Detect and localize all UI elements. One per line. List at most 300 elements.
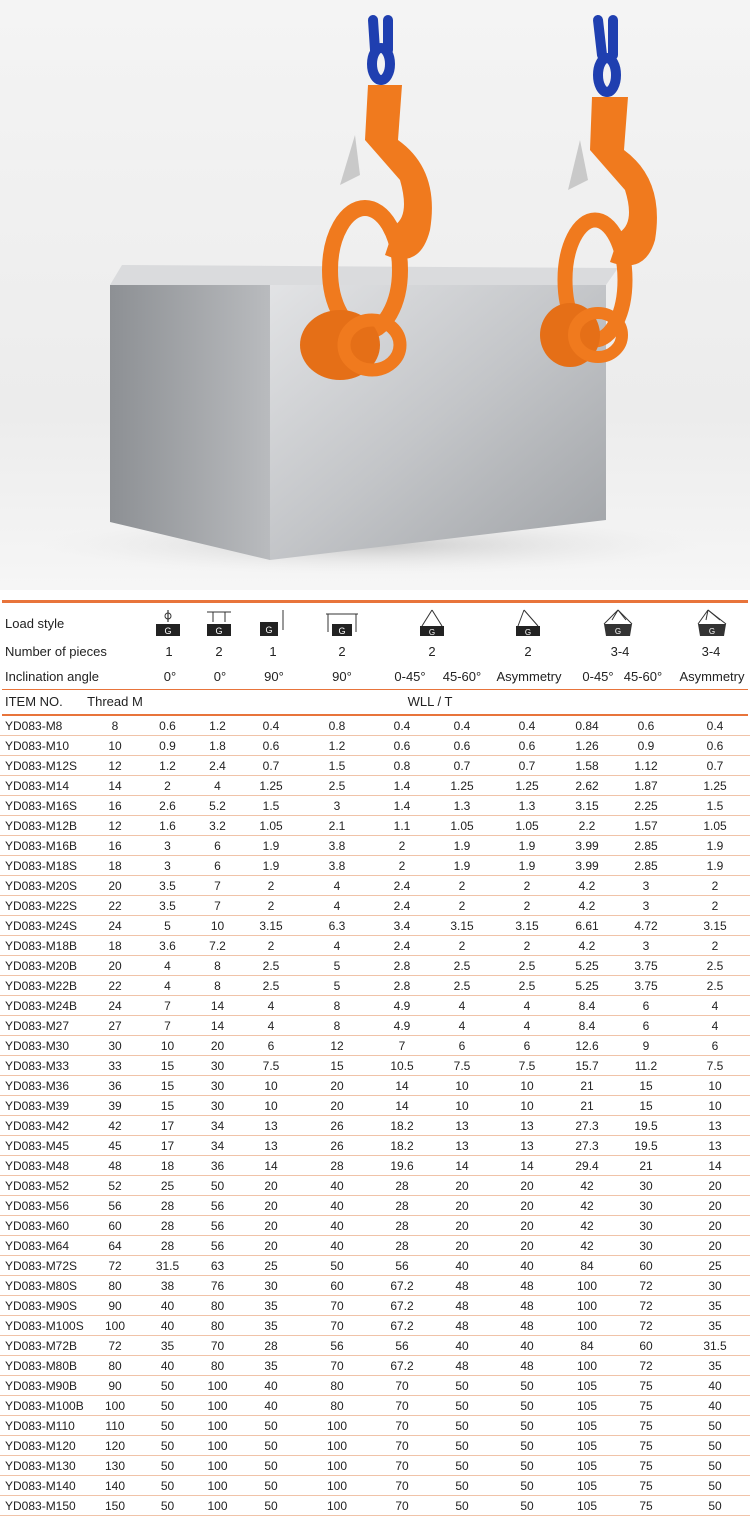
pieces-cell: 1 xyxy=(269,644,277,659)
table-row xyxy=(0,1476,750,1496)
wll-cell: 50 xyxy=(492,1376,562,1396)
wll-cell: 8.4 xyxy=(562,1016,612,1036)
column-header-row xyxy=(0,694,750,714)
table-row xyxy=(0,756,750,776)
wll-cell: 40 xyxy=(680,1396,750,1416)
wll-cell: 25 xyxy=(680,1256,750,1276)
thread-cell: 24 xyxy=(90,916,140,936)
wll-cell: 3 xyxy=(302,796,372,816)
wll-cell: 1.8 xyxy=(195,736,240,756)
wll-cell: 84 xyxy=(562,1336,612,1356)
wll-cell: 2 xyxy=(372,836,432,856)
wll-cell: 105 xyxy=(562,1496,612,1516)
wll-cell: 40 xyxy=(302,1236,372,1256)
wll-cell: 2.25 xyxy=(612,796,680,816)
table-row xyxy=(0,1336,750,1356)
table-row xyxy=(0,1116,750,1136)
wll-cell: 4 xyxy=(195,776,240,796)
item-no-cell: YD083-M20S xyxy=(0,876,90,896)
wll-cell: 2.85 xyxy=(612,836,680,856)
wll-cell: 50 xyxy=(432,1456,492,1476)
wll-cell: 80 xyxy=(195,1316,240,1336)
wll-cell: 13 xyxy=(492,1116,562,1136)
wll-cell: 2.5 xyxy=(680,976,750,996)
wll-cell: 10 xyxy=(680,1096,750,1116)
wll-cell: 0.9 xyxy=(140,736,195,756)
wll-cell: 6 xyxy=(612,1016,680,1036)
wll-cell: 100 xyxy=(562,1356,612,1376)
table-row xyxy=(0,816,750,836)
wll-cell: 48 xyxy=(432,1296,492,1316)
wll-cell: 15.7 xyxy=(562,1056,612,1076)
wll-cell: 12 xyxy=(302,1036,372,1056)
wll-cell: 6 xyxy=(680,1036,750,1056)
wll-cell: 50 xyxy=(432,1396,492,1416)
wll-cell: 2.5 xyxy=(680,956,750,976)
table-row xyxy=(0,1236,750,1256)
table-row xyxy=(0,836,750,856)
item-no-cell: YD083-M120 xyxy=(0,1436,90,1456)
item-no-cell: YD083-M12B xyxy=(0,816,90,836)
item-no-cell: YD083-M64 xyxy=(0,1236,90,1256)
table-row xyxy=(0,1096,750,1116)
wll-cell: 80 xyxy=(195,1356,240,1376)
wll-cell: 0.4 xyxy=(432,716,492,736)
thread-cell: 12 xyxy=(90,756,140,776)
wll-cell: 30 xyxy=(612,1176,680,1196)
wll-cell: 35 xyxy=(680,1316,750,1336)
wll-cell: 67.2 xyxy=(372,1276,432,1296)
wll-cell: 50 xyxy=(140,1376,195,1396)
wll-cell: 27.3 xyxy=(562,1116,612,1136)
wll-cell: 7 xyxy=(195,896,240,916)
item-no-cell: YD083-M150 xyxy=(0,1496,90,1516)
two-leg-sling-icon xyxy=(416,608,448,640)
wll-cell: 1.9 xyxy=(432,856,492,876)
product-photo xyxy=(0,0,750,590)
svg-text:G: G xyxy=(215,626,223,636)
wll-cell: 3.6 xyxy=(140,936,195,956)
wll-cell: 20 xyxy=(680,1176,750,1196)
item-no-cell: YD083-M90B xyxy=(0,1376,90,1396)
wll-cell: 70 xyxy=(372,1436,432,1456)
table-row xyxy=(0,916,750,936)
table-row xyxy=(0,1016,750,1036)
pieces-cell: 3-4 xyxy=(701,644,721,659)
wll-cell: 2.5 xyxy=(240,976,302,996)
wll-cell: 6 xyxy=(195,856,240,876)
wll-cell: 50 xyxy=(140,1476,195,1496)
thread-cell: 80 xyxy=(90,1276,140,1296)
wll-cell: 70 xyxy=(372,1476,432,1496)
wll-cell: 70 xyxy=(372,1456,432,1476)
table-row xyxy=(0,1416,750,1436)
wll-cell: 56 xyxy=(372,1336,432,1356)
table-row xyxy=(0,956,750,976)
wll-cell: 3.75 xyxy=(612,976,680,996)
wll-cell: 1.05 xyxy=(492,816,562,836)
wll-cell: 1.9 xyxy=(680,856,750,876)
table-row xyxy=(0,1076,750,1096)
table-row xyxy=(0,736,750,756)
wll-cell: 26 xyxy=(302,1116,372,1136)
wll-cell: 72 xyxy=(612,1316,680,1336)
angle-cell: 0° xyxy=(213,669,227,684)
wll-cell: 100 xyxy=(195,1496,240,1516)
wll-cell: 1.5 xyxy=(680,796,750,816)
wll-cell: 67.2 xyxy=(372,1316,432,1336)
wll-cell: 40 xyxy=(492,1336,562,1356)
wll-cell: 0.4 xyxy=(240,716,302,736)
item-no-cell: YD083-M20B xyxy=(0,956,90,976)
wll-cell: 19.6 xyxy=(372,1156,432,1176)
wll-cell: 2 xyxy=(240,876,302,896)
wll-cell: 1.2 xyxy=(302,736,372,756)
wll-cell: 75 xyxy=(612,1436,680,1456)
thread-cell: 90 xyxy=(90,1376,140,1396)
wll-cell: 1.9 xyxy=(240,856,302,876)
wll-cell: 7 xyxy=(195,876,240,896)
wll-cell: 105 xyxy=(562,1456,612,1476)
wll-cell: 2.4 xyxy=(195,756,240,776)
thread-cell: 39 xyxy=(90,1096,140,1116)
wll-cell: 1.4 xyxy=(372,796,432,816)
wll-cell: 3 xyxy=(612,876,680,896)
wll-cell: 3 xyxy=(612,936,680,956)
wll-cell: 4 xyxy=(302,896,372,916)
wll-cell: 4.2 xyxy=(562,936,612,956)
thread-cell: 20 xyxy=(90,876,140,896)
wll-cell: 2.5 xyxy=(432,956,492,976)
wll-cell: 4 xyxy=(140,976,195,996)
item-no-cell: YD083-M16B xyxy=(0,836,90,856)
wll-cell: 4.2 xyxy=(562,896,612,916)
wll-cell: 42 xyxy=(562,1236,612,1256)
wll-cell: 1.9 xyxy=(680,836,750,856)
wll-cell: 30 xyxy=(612,1216,680,1236)
wll-cell: 0.6 xyxy=(492,736,562,756)
pieces-label: Number of pieces xyxy=(5,644,107,659)
wll-cell: 10 xyxy=(195,916,240,936)
wll-cell: 8 xyxy=(195,976,240,996)
wll-cell: 1.5 xyxy=(302,756,372,776)
wll-cell: 40 xyxy=(432,1336,492,1356)
wll-cell: 1.3 xyxy=(432,796,492,816)
wll-cell: 3.5 xyxy=(140,876,195,896)
wll-cell: 1.3 xyxy=(492,796,562,816)
wll-cell: 1.05 xyxy=(680,816,750,836)
table-row xyxy=(0,1296,750,1316)
wll-cell: 1.4 xyxy=(372,776,432,796)
wll-cell: 50 xyxy=(240,1496,302,1516)
wll-cell: 20 xyxy=(492,1196,562,1216)
thread-cell: 52 xyxy=(90,1176,140,1196)
wll-cell: 7.5 xyxy=(680,1056,750,1076)
thread-cell: 56 xyxy=(90,1196,140,1216)
wll-cell: 3 xyxy=(140,856,195,876)
wll-cell: 21 xyxy=(562,1076,612,1096)
wll-cell: 0.8 xyxy=(372,756,432,776)
wll-cell: 4.9 xyxy=(372,996,432,1016)
wll-cell: 40 xyxy=(680,1376,750,1396)
thread-cell: 110 xyxy=(90,1416,140,1436)
wll-cell: 56 xyxy=(372,1256,432,1276)
table-row xyxy=(0,1376,750,1396)
item-no-cell: YD083-M42 xyxy=(0,1116,90,1136)
wll-cell: 15 xyxy=(612,1096,680,1116)
wll-cell: 3 xyxy=(612,896,680,916)
wll-cell: 75 xyxy=(612,1476,680,1496)
wll-cell: 13 xyxy=(432,1116,492,1136)
wll-cell: 1.05 xyxy=(432,816,492,836)
wll-cell: 3.8 xyxy=(302,856,372,876)
wll-cell: 30 xyxy=(195,1076,240,1096)
wll-cell: 1.58 xyxy=(562,756,612,776)
wll-cell: 19.5 xyxy=(612,1136,680,1156)
wll-cell: 50 xyxy=(140,1436,195,1456)
wll-cell: 6 xyxy=(240,1036,302,1056)
wll-cell: 10 xyxy=(492,1096,562,1116)
wll-cell: 15 xyxy=(302,1056,372,1076)
wll-cell: 2 xyxy=(372,856,432,876)
wll-cell: 2.4 xyxy=(372,896,432,916)
wll-cell: 3 xyxy=(140,836,195,856)
table-row xyxy=(0,996,750,1016)
wll-cell: 6 xyxy=(432,1036,492,1056)
wll-cell: 2 xyxy=(492,896,562,916)
item-no-cell: YD083-M80B xyxy=(0,1356,90,1376)
wll-cell: 3.2 xyxy=(195,816,240,836)
wll-cell: 35 xyxy=(240,1316,302,1336)
wll-cell: 50 xyxy=(492,1496,562,1516)
wll-cell: 40 xyxy=(302,1176,372,1196)
wll-cell: 30 xyxy=(612,1236,680,1256)
wll-cell: 1.9 xyxy=(432,836,492,856)
wll-cell: 8 xyxy=(302,1016,372,1036)
wll-cell: 13 xyxy=(240,1136,302,1156)
item-no-cell: YD083-M56 xyxy=(0,1196,90,1216)
wll-cell: 35 xyxy=(680,1356,750,1376)
wll-cell: 6 xyxy=(492,1036,562,1056)
wll-cell: 100 xyxy=(562,1276,612,1296)
wll-cell: 10 xyxy=(680,1076,750,1096)
wll-cell: 3.15 xyxy=(562,796,612,816)
wll-cell: 5 xyxy=(302,956,372,976)
wll-cell: 36 xyxy=(195,1156,240,1176)
wll-cell: 4 xyxy=(492,1016,562,1036)
wll-cell: 50 xyxy=(195,1176,240,1196)
wll-cell: 0.7 xyxy=(492,756,562,776)
asymmetric-four-leg-icon xyxy=(694,608,730,640)
wll-cell: 4 xyxy=(240,1016,302,1036)
wll-cell: 70 xyxy=(195,1336,240,1356)
wll-cell: 35 xyxy=(140,1336,195,1356)
wll-cell: 5.25 xyxy=(562,956,612,976)
wll-cell: 50 xyxy=(432,1376,492,1396)
wll-cell: 50 xyxy=(140,1396,195,1416)
vertical-single-icon xyxy=(152,608,184,640)
wll-cell: 2.5 xyxy=(432,976,492,996)
thread-cell: 80 xyxy=(90,1356,140,1376)
svg-text:G: G xyxy=(708,627,716,636)
angle-cell: 0° xyxy=(163,669,177,684)
wll-cell: 20 xyxy=(492,1176,562,1196)
angle-row xyxy=(0,669,750,689)
wll-cell: 2.1 xyxy=(302,816,372,836)
wll-cell: 31.5 xyxy=(680,1336,750,1356)
wll-cell: 20 xyxy=(302,1076,372,1096)
wll-cell: 50 xyxy=(140,1456,195,1476)
wll-cell: 10 xyxy=(432,1096,492,1116)
wll-cell: 18.2 xyxy=(372,1136,432,1156)
item-no-cell: YD083-M22B xyxy=(0,976,90,996)
wll-cell: 2.2 xyxy=(562,816,612,836)
wll-cell: 3.99 xyxy=(562,856,612,876)
wll-cell: 80 xyxy=(302,1376,372,1396)
thread-cell: 64 xyxy=(90,1236,140,1256)
wll-cell: 50 xyxy=(432,1436,492,1456)
wll-cell: 4 xyxy=(492,996,562,1016)
wll-cell: 1.87 xyxy=(612,776,680,796)
wll-cell: 7.2 xyxy=(195,936,240,956)
thread-cell: 140 xyxy=(90,1476,140,1496)
wll-cell: 34 xyxy=(195,1136,240,1156)
wll-cell: 12.6 xyxy=(562,1036,612,1056)
wll-cell: 13 xyxy=(492,1136,562,1156)
wll-cell: 25 xyxy=(140,1176,195,1196)
wll-cell: 4.72 xyxy=(612,916,680,936)
thread-cell: 12 xyxy=(90,816,140,836)
wll-cell: 0.4 xyxy=(372,716,432,736)
wll-cell: 75 xyxy=(612,1396,680,1416)
wll-cell: 75 xyxy=(612,1376,680,1396)
wll-cell: 18.2 xyxy=(372,1116,432,1136)
table-row xyxy=(0,776,750,796)
table-row xyxy=(0,1496,750,1516)
wll-cell: 4 xyxy=(680,996,750,1016)
wll-cell: 1.05 xyxy=(240,816,302,836)
wll-cell: 10 xyxy=(140,1036,195,1056)
item-no-cell: YD083-M12S xyxy=(0,756,90,776)
wll-cell: 21 xyxy=(612,1156,680,1176)
wll-cell: 5.2 xyxy=(195,796,240,816)
wll-cell: 67.2 xyxy=(372,1296,432,1316)
asymmetric-two-leg-icon xyxy=(512,608,544,640)
svg-text:G: G xyxy=(338,626,346,636)
wll-cell: 42 xyxy=(562,1196,612,1216)
thread-cell: 36 xyxy=(90,1076,140,1096)
wll-cell: 1.9 xyxy=(492,856,562,876)
wll-cell: 4 xyxy=(432,1016,492,1036)
wll-cell: 3.5 xyxy=(140,896,195,916)
table-row xyxy=(0,1396,750,1416)
wll-cell: 1.12 xyxy=(612,756,680,776)
wll-cell: 20 xyxy=(680,1236,750,1256)
wll-cell: 2.62 xyxy=(562,776,612,796)
wll-cell: 20 xyxy=(240,1176,302,1196)
wll-cell: 3.15 xyxy=(680,916,750,936)
thread-cell: 42 xyxy=(90,1116,140,1136)
wll-cell: 2 xyxy=(492,876,562,896)
wll-cell: 4 xyxy=(240,996,302,1016)
wll-cell: 2.4 xyxy=(372,936,432,956)
wll-cell: 3.4 xyxy=(372,916,432,936)
wll-cell: 2 xyxy=(432,876,492,896)
wll-cell: 2 xyxy=(240,936,302,956)
svg-text:G: G xyxy=(428,628,436,637)
thread-cell: 45 xyxy=(90,1136,140,1156)
wll-cell: 80 xyxy=(195,1296,240,1316)
table-row xyxy=(0,1456,750,1476)
wll-cell: 1.1 xyxy=(372,816,432,836)
wll-cell: 5.25 xyxy=(562,976,612,996)
item-no-cell: YD083-M30 xyxy=(0,1036,90,1056)
wll-cell: 50 xyxy=(240,1416,302,1436)
pieces-cell: 2 xyxy=(524,644,532,659)
wll-cell: 50 xyxy=(492,1476,562,1496)
wll-cell: 40 xyxy=(140,1296,195,1316)
wll-cell: 75 xyxy=(612,1496,680,1516)
wll-cell: 100 xyxy=(302,1476,372,1496)
wll-cell: 3.15 xyxy=(240,916,302,936)
wll-cell: 56 xyxy=(195,1236,240,1256)
item-no-cell: YD083-M14 xyxy=(0,776,90,796)
thread-cell: 60 xyxy=(90,1216,140,1236)
wll-cell: 70 xyxy=(302,1356,372,1376)
wll-cell: 50 xyxy=(680,1436,750,1456)
thread-cell: 30 xyxy=(90,1036,140,1056)
pieces-cell: 2 xyxy=(215,644,223,659)
pieces-row xyxy=(0,644,750,664)
item-no-cell: YD083-M39 xyxy=(0,1096,90,1116)
wll-cell: 13 xyxy=(680,1116,750,1136)
wll-cell: 10 xyxy=(492,1076,562,1096)
wll-cell: 50 xyxy=(680,1416,750,1436)
wll-cell: 21 xyxy=(562,1096,612,1116)
wll-cell: 2 xyxy=(492,936,562,956)
wll-cell: 50 xyxy=(432,1496,492,1516)
wll-cell: 25 xyxy=(240,1256,302,1276)
thread-cell: 72 xyxy=(90,1336,140,1356)
wll-cell: 17 xyxy=(140,1136,195,1156)
thread-cell: 150 xyxy=(90,1496,140,1516)
wll-cell: 14 xyxy=(372,1076,432,1096)
wll-cell: 100 xyxy=(302,1456,372,1476)
thread-cell: 24 xyxy=(90,996,140,1016)
pieces-cell: 2 xyxy=(338,644,346,659)
wll-cell: 1.2 xyxy=(195,716,240,736)
item-no-cell: YD083-M22S xyxy=(0,896,90,916)
item-no-cell: YD083-M16S xyxy=(0,796,90,816)
wll-cell: 14 xyxy=(195,996,240,1016)
thread-cell: 16 xyxy=(90,836,140,856)
thread-cell: 33 xyxy=(90,1056,140,1076)
wll-cell: 15 xyxy=(140,1096,195,1116)
wll-cell: 3.15 xyxy=(432,916,492,936)
wll-cell: 40 xyxy=(140,1316,195,1336)
angle-cell: 0-45° xyxy=(582,669,614,684)
wll-cell: 0.7 xyxy=(680,756,750,776)
wll-cell: 1.57 xyxy=(612,816,680,836)
wll-cell: 2.8 xyxy=(372,956,432,976)
wll-cell: 14 xyxy=(240,1156,302,1176)
wll-cell: 100 xyxy=(195,1436,240,1456)
wll-cell: 13 xyxy=(240,1116,302,1136)
wll-cell: 11.2 xyxy=(612,1056,680,1076)
item-no-cell: YD083-M72B xyxy=(0,1336,90,1356)
wll-cell: 8.4 xyxy=(562,996,612,1016)
wll-cell: 2 xyxy=(140,776,195,796)
